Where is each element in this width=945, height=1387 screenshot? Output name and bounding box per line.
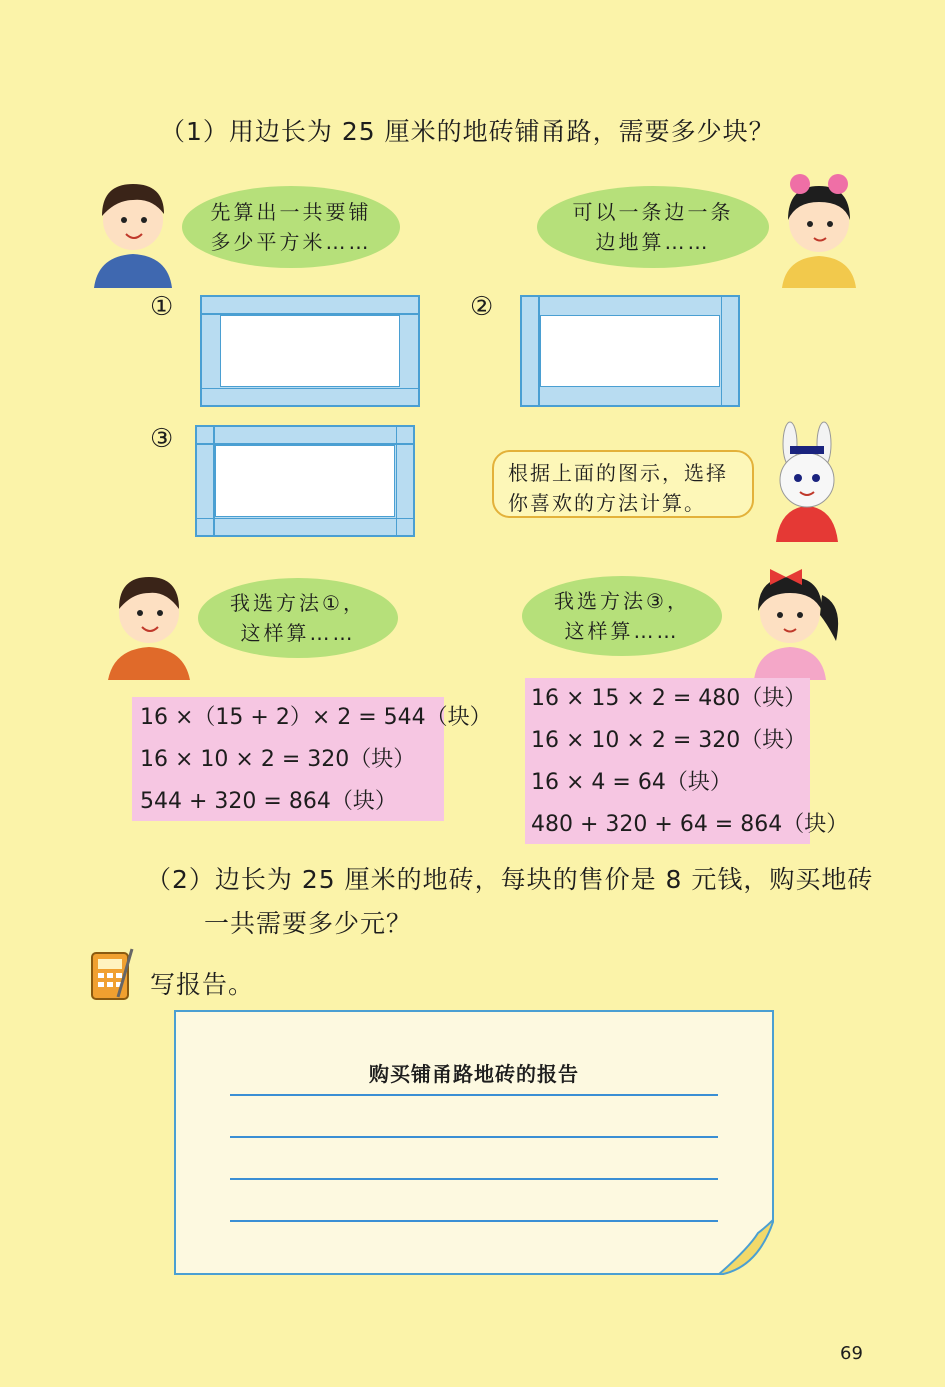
boy-avatar-bottom <box>104 565 194 680</box>
speech-bubble-rabbit: 根据上面的图示，选择 你喜欢的方法计算。 <box>492 450 754 518</box>
calc-line: 16 × 15 × 2 = 480（块） <box>531 686 807 711</box>
write-report-label: 写报告。 <box>150 970 255 999</box>
question-1: （1）用边长为 25 厘米的地砖铺甬路，需要多少块？ <box>160 117 775 146</box>
tile-diagram-3 <box>195 425 415 537</box>
diagram-label-2: ② <box>470 292 494 322</box>
calc-line: 16 × 10 × 2 = 320（块） <box>531 728 807 753</box>
report-line[interactable] <box>230 1136 718 1138</box>
method-1-calculation <box>132 697 492 821</box>
speech-bubble-boy-top: 先算出一共要铺 多少平方米…… <box>182 186 400 268</box>
speech-bubble-boy-bottom: 我选方法①， 这样算…… <box>198 578 398 658</box>
tile-diagram-2 <box>520 295 740 407</box>
diagram-label-3: ③ <box>150 424 174 454</box>
girl-avatar-top <box>774 168 864 288</box>
calc-line: 480 + 320 + 64 = 864（块） <box>531 812 849 837</box>
report-line[interactable] <box>230 1178 718 1180</box>
page-curl-corner <box>718 1219 774 1275</box>
calc-line: 544 + 320 = 864（块） <box>140 789 397 814</box>
girl-avatar-bottom <box>740 555 850 680</box>
calculator-pencil-icon <box>88 945 140 1005</box>
question-2-line-1: （2）边长为 25 厘米的地砖，每块的售价是 8 元钱，购买地砖 <box>146 865 874 894</box>
report-line[interactable] <box>230 1220 718 1222</box>
page-number: 69 <box>840 1343 863 1364</box>
report-title: 购买铺甬路地砖的报告 <box>369 1062 579 1086</box>
report-line[interactable] <box>230 1094 718 1096</box>
tile-diagram-1 <box>200 295 420 407</box>
rabbit-teacher-avatar <box>762 420 852 542</box>
calc-line: 16 × 4 = 64（块） <box>531 770 732 795</box>
calc-line: 16 × 10 × 2 = 320（块） <box>140 747 416 772</box>
method-3-calculation <box>525 678 849 844</box>
speech-bubble-girl-bottom: 我选方法③， 这样算…… <box>522 576 722 656</box>
speech-bubble-girl-top: 可以一条边一条 边地算…… <box>537 186 769 268</box>
boy-avatar-top <box>88 168 178 288</box>
question-2-line-2: 一共需要多少元？ <box>204 909 413 938</box>
report-form <box>174 1010 774 1275</box>
calc-line: 16 ×（15 + 2）× 2 = 544（块） <box>140 705 492 730</box>
diagram-label-1: ① <box>150 292 174 322</box>
